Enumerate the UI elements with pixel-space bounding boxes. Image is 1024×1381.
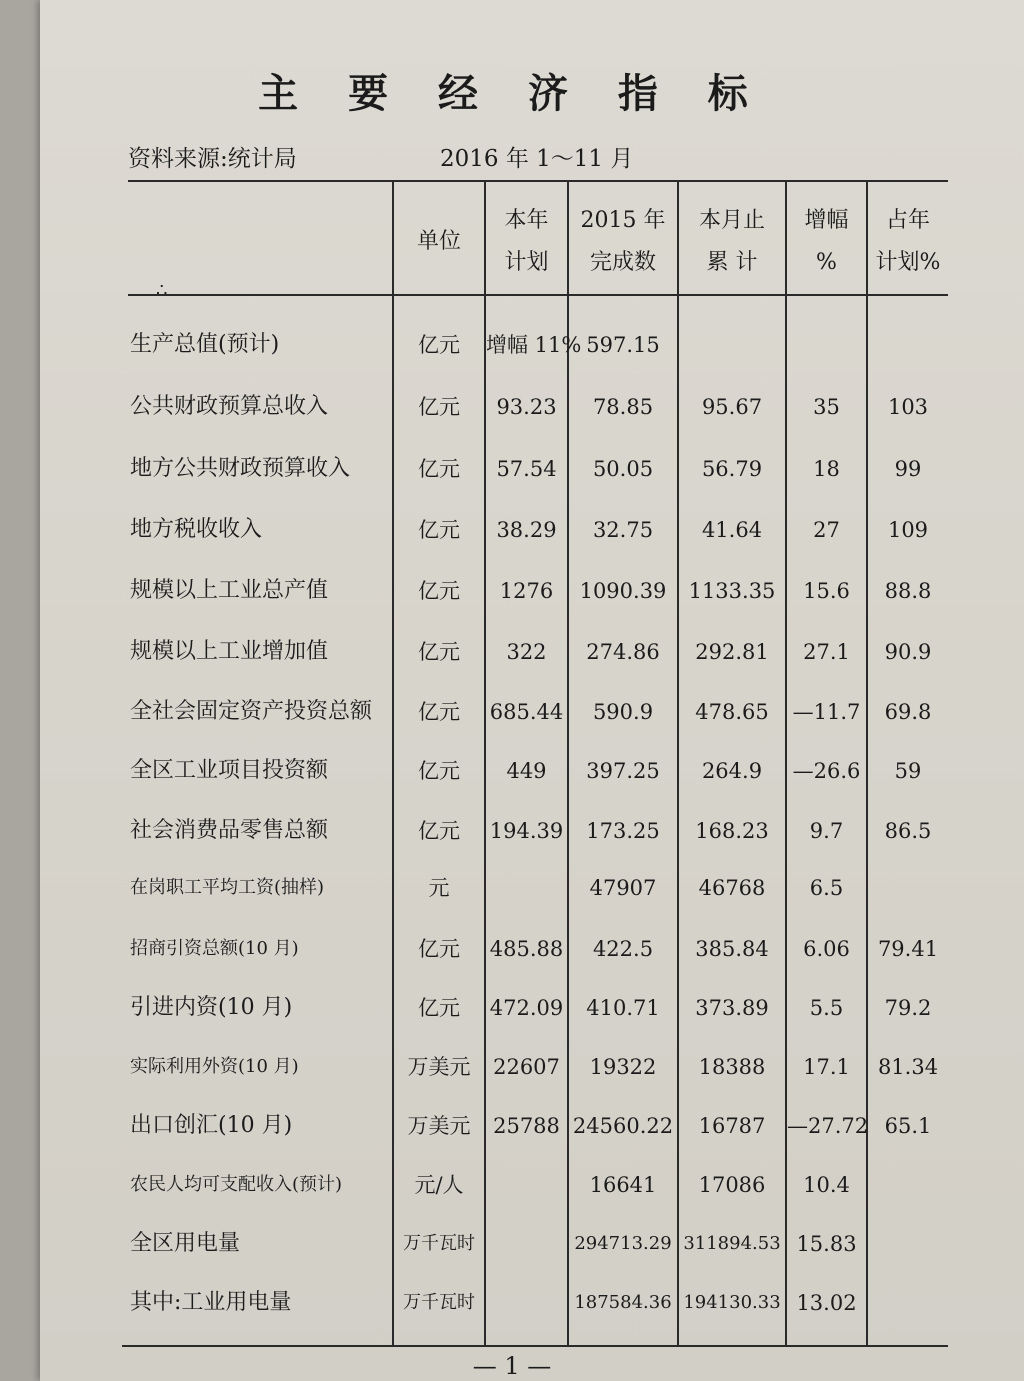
cell-plan: 1276 — [499, 579, 554, 603]
table-row — [0, 1106, 1024, 1146]
cell-name: 生产总值(预计) — [130, 332, 280, 357]
cell-unit: 亿元 — [418, 700, 460, 724]
cell-cum: 292.81 — [695, 640, 769, 664]
cell-done2015: 187584.36 — [574, 1292, 672, 1313]
cell-growth: 27.1 — [803, 640, 850, 664]
cell-cum: 1133.35 — [688, 579, 776, 603]
cell-plan — [486, 1165, 567, 1205]
header-share-line2: 计划% — [875, 250, 941, 275]
cell-plan: 25788 — [493, 1114, 560, 1138]
cell-plan: 93.23 — [496, 395, 557, 419]
cell-name: 引进内资(10 月) — [130, 995, 293, 1020]
cell-growth: 9.7 — [809, 819, 844, 843]
cell-growth: 15.83 — [796, 1232, 857, 1256]
table-row — [0, 692, 1024, 732]
cell-growth: 15.6 — [803, 579, 850, 603]
cell-done2015: 1090.39 — [579, 579, 667, 603]
cell-unit: 亿元 — [418, 640, 460, 664]
cell-share: 65.1 — [884, 1114, 932, 1138]
cell-name: 地方公共财政预算收入 — [130, 456, 351, 481]
cell-done2015: 78.85 — [592, 395, 654, 419]
header-unit-label: 单位 — [416, 229, 461, 254]
header-growth — [787, 198, 866, 286]
cell-share: 79.41 — [877, 937, 939, 961]
cell-unit: 亿元 — [418, 579, 460, 603]
header-cumulative-line2: 累 计 — [706, 250, 758, 275]
table-row — [0, 1283, 1024, 1323]
header-share-line1: 占年 — [885, 208, 930, 233]
cell-done2015: 410.71 — [586, 996, 660, 1020]
reporting-period: 2016 年 1～11 月 — [440, 146, 634, 172]
cell-name: 规模以上工业增加值 — [130, 639, 329, 664]
header-growth-line1: 增幅 — [804, 208, 849, 233]
table-row — [0, 571, 1024, 611]
cell-done2015: 19322 — [589, 1055, 657, 1079]
data-source-label: 资料来源:统计局 — [128, 146, 297, 172]
cell-unit: 亿元 — [418, 333, 460, 357]
cell-done2015: 16641 — [589, 1173, 657, 1197]
cell-unit: 万千瓦时 — [403, 1292, 475, 1313]
cell-growth: 6.06 — [803, 937, 850, 961]
cell-name: 出口创汇(10 月) — [130, 1113, 293, 1138]
cell-name: 其中:工业用电量 — [130, 1290, 292, 1315]
cell-name: 全区工业项目投资额 — [130, 758, 329, 783]
cell-share — [868, 1283, 948, 1323]
page-number: — 1 — — [472, 1352, 552, 1380]
cell-done2015: 590.9 — [592, 700, 654, 724]
cell-share: 103 — [887, 395, 929, 419]
header-share — [868, 198, 948, 286]
table-row — [0, 325, 1024, 365]
cell-unit: 亿元 — [418, 395, 460, 419]
cell-cum: 41.64 — [701, 518, 763, 542]
table-top-rule — [128, 180, 948, 182]
cell-name: 社会消费品零售总额 — [130, 818, 329, 843]
cell-name: 全社会固定资产投资总额 — [130, 699, 373, 724]
cell-cum: 264.9 — [701, 759, 763, 783]
table-row — [0, 811, 1024, 851]
cell-cum: 56.79 — [701, 457, 763, 481]
header-bottom-rule — [128, 294, 948, 296]
cell-unit: 亿元 — [418, 819, 460, 843]
table-row — [0, 632, 1024, 672]
cell-cum: 194130.33 — [683, 1292, 781, 1313]
cell-plan: 194.39 — [489, 819, 564, 843]
cell-name: 招商引资总额(10 月) — [130, 938, 299, 959]
cell-plan: 22607 — [493, 1055, 560, 1079]
cell-unit: 元/人 — [414, 1173, 464, 1197]
cell-cum: 168.23 — [695, 819, 769, 843]
cell-share: 90.9 — [884, 640, 932, 664]
table-row — [0, 449, 1024, 489]
cell-unit: 亿元 — [418, 996, 460, 1020]
cell-done2015: 50.05 — [592, 457, 654, 481]
cell-plan: 38.29 — [496, 518, 557, 542]
cell-growth: 10.4 — [803, 1173, 850, 1197]
cell-growth: 18 — [813, 457, 840, 481]
cell-cum — [679, 325, 785, 365]
cell-share — [868, 1224, 948, 1264]
cell-cum: 16787 — [698, 1114, 766, 1138]
cell-cum: 46768 — [698, 876, 766, 900]
document-title: 主 要 经 济 指 标 — [258, 70, 766, 117]
cell-name: 规模以上工业总产值 — [130, 578, 329, 603]
cell-share: 59 — [894, 759, 922, 783]
cell-share: 69.8 — [884, 700, 932, 724]
header-mark: ∴ — [156, 280, 168, 301]
cell-share: 86.5 — [884, 819, 932, 843]
cell-done2015: 274.86 — [586, 640, 660, 664]
cell-cum: 311894.53 — [683, 1233, 781, 1254]
table-row — [0, 1224, 1024, 1264]
cell-growth: —11.7 — [792, 700, 861, 724]
cell-unit: 亿元 — [418, 759, 460, 783]
cell-done2015: 294713.29 — [574, 1233, 672, 1254]
table-row — [0, 1165, 1024, 1205]
cell-unit: 万美元 — [407, 1114, 471, 1138]
cell-name: 实际利用外资(10 月) — [130, 1056, 299, 1077]
cell-done2015: 32.75 — [592, 518, 654, 542]
cell-unit: 元 — [428, 876, 450, 900]
cell-done2015: 47907 — [589, 876, 657, 900]
table-row — [0, 929, 1024, 969]
cell-unit: 亿元 — [418, 457, 460, 481]
header-2015-line2: 完成数 — [589, 250, 656, 275]
cell-plan: 485.88 — [489, 937, 564, 961]
cell-cum: 18388 — [698, 1055, 766, 1079]
cell-cum: 385.84 — [695, 937, 769, 961]
cell-name: 地方税收收入 — [130, 517, 263, 542]
table-row — [0, 751, 1024, 791]
cell-share — [868, 1165, 948, 1205]
cell-name: 农民人均可支配收入(预计) — [130, 1174, 343, 1195]
cell-growth — [787, 325, 866, 365]
cell-plan — [486, 1224, 567, 1264]
cell-done2015: 422.5 — [592, 937, 654, 961]
cell-cum: 373.89 — [695, 996, 769, 1020]
cell-done2015: 397.25 — [586, 759, 660, 783]
cell-plan — [486, 868, 567, 908]
table-row — [0, 510, 1024, 550]
cell-unit: 亿元 — [418, 937, 460, 961]
header-growth-line2: % — [816, 250, 837, 275]
cell-plan: 57.54 — [496, 457, 557, 481]
cell-growth: —26.6 — [792, 759, 861, 783]
cell-share — [868, 868, 948, 908]
cell-growth: 6.5 — [809, 876, 844, 900]
header-cumulative — [679, 198, 785, 286]
header-unit — [394, 198, 484, 286]
cell-done2015: 597.15 — [586, 333, 660, 357]
cell-share: 81.34 — [877, 1055, 939, 1079]
cell-done2015: 24560.22 — [572, 1114, 674, 1138]
cell-unit: 万美元 — [407, 1055, 471, 1079]
cell-cum: 95.67 — [701, 395, 763, 419]
cell-name: 公共财政预算总收入 — [130, 394, 329, 419]
header-plan-line1: 本年 — [504, 208, 549, 233]
cell-plan: 449 — [506, 759, 547, 783]
cell-plan: 增幅 11% — [486, 333, 582, 357]
cell-cum: 478.65 — [695, 700, 769, 724]
cell-growth: 17.1 — [803, 1055, 850, 1079]
cell-cum: 17086 — [698, 1173, 766, 1197]
cell-growth: 27 — [813, 518, 840, 542]
cell-name: 全区用电量 — [130, 1231, 241, 1256]
cell-unit: 万千瓦时 — [403, 1233, 475, 1254]
header-2015 — [569, 198, 677, 286]
header-plan-line2: 计划 — [504, 250, 549, 275]
header-cumulative-line1: 本月止 — [698, 208, 765, 233]
cell-unit: 亿元 — [418, 518, 460, 542]
cell-growth: 13.02 — [796, 1291, 857, 1315]
cell-share — [868, 325, 948, 365]
header-2015-line1: 2015 年 — [580, 208, 666, 233]
header-plan — [486, 198, 567, 286]
table-row — [0, 387, 1024, 427]
table-row — [0, 1047, 1024, 1087]
cell-plan: 685.44 — [489, 700, 564, 724]
cell-growth: —27.72 — [787, 1114, 869, 1138]
cell-done2015: 173.25 — [586, 819, 660, 843]
table-bottom-rule — [122, 1345, 948, 1347]
cell-growth: 35 — [813, 395, 840, 419]
cell-growth: 5.5 — [809, 996, 844, 1020]
cell-plan — [486, 1283, 567, 1323]
cell-share: 88.8 — [884, 579, 932, 603]
table-row — [0, 988, 1024, 1028]
cell-plan: 472.09 — [489, 996, 564, 1020]
cell-share: 99 — [894, 457, 922, 481]
cell-plan: 322 — [506, 640, 547, 664]
cell-share: 79.2 — [884, 996, 932, 1020]
table-row — [0, 868, 1024, 908]
cell-name: 在岗职工平均工资(抽样) — [130, 877, 325, 898]
cell-share: 109 — [887, 518, 929, 542]
